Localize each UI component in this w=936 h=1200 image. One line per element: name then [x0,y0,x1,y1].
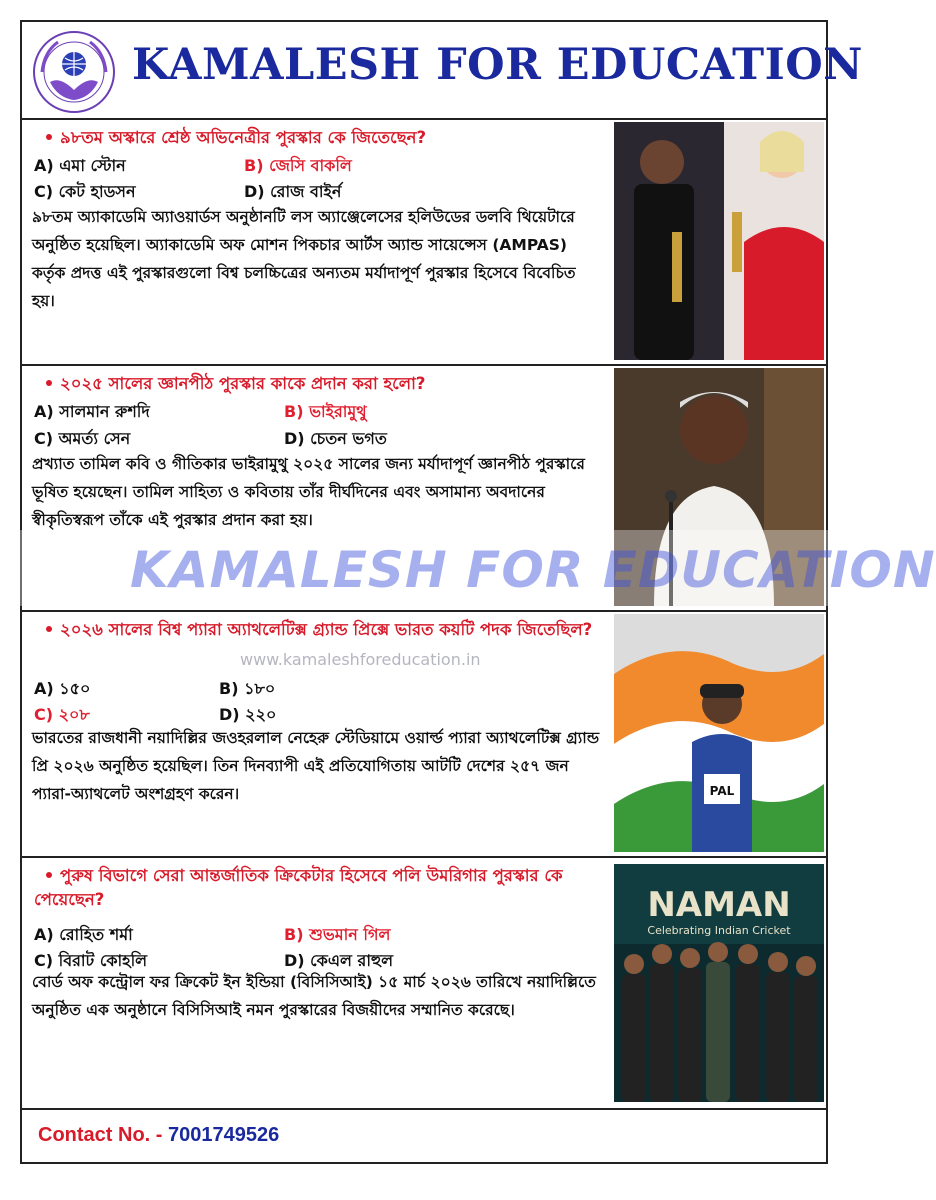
option-d[interactable]: D) কেএল রাহুল [284,951,394,970]
question-text: পুরুষ বিভাগে সেরা আন্তর্জাতিক ক্রিকেটার হিসেবে পলি উমরিগার পুরস্কার কে পেয়েছেন? [34,866,563,909]
question-text: ২০২৬ সালের বিশ্ব প্যারা অ্যাথলেটিক্স গ্র্যান্ড প্রিক্সে ভারত কয়টি পদক জিতেছিল? [34,618,614,642]
explanation-text: ভারতের রাজধানী নয়াদিল্লির জওহরলাল নেহেরু স্টেডিয়ামে ওয়ার্ল্ড প্যারা অ্যাথলেটিক্স গ্র্যান্ড প্রি ২০২৬ অনুষ্ঠিত হয়েছিল। তিন দিনব্যাপী এই প্রতিযোগিতায় আটটি দেশের ২৫৭ জন প্যারা-অ্যাথলেট অংশগ্রহণ করেন। [32,729,600,803]
oscar-winners-photo [614,122,824,360]
bullet-icon [46,380,52,386]
bullet-icon [46,872,52,878]
question-card-3 [22,612,826,858]
athlete-with-flag-photo [614,614,824,852]
explanation-text: প্রখ্যাত তামিল কবি ও গীতিকার ভাইরামুথু ২০২৫ সালের জন্য মর্যাদাপূর্ণ জ্ঞানপীঠ পুরস্কারে ভূষিত হয়েছেন। তামিল সাহিত্য ও কবিতায় তাঁর দীর্ঘদিনের এবং অসামান্য অবদানের স্বীকৃতিস্বরূপ তাঁকে এই পুরস্কার প্রদান করা হয়। [32,455,585,529]
banner-subtitle: Celebrating Indian Cricket [647,924,791,937]
question-card-4 [22,858,826,1110]
option-b-correct[interactable]: B) শুভমান গিল [284,925,391,944]
option-c[interactable]: C) কেট হাডসন [34,182,136,201]
option-a[interactable]: A) রোহিত শর্মা [34,925,133,944]
option-a[interactable]: A) ১৫০ [34,679,91,698]
option-d[interactable]: D) চেতন ভগত [284,429,387,448]
contact-bar [22,1112,826,1162]
option-b-correct[interactable]: B) ভাইরামুথু [284,402,367,421]
option-a[interactable]: A) এমা স্টোন [34,156,126,175]
explanation-text: ৯৮তম অ্যাকাডেমি অ্যাওয়ার্ডস অনুষ্ঠানটি লস অ্যাঞ্জেলেসের হলিউডের ডলবি থিয়েটারে অনুষ্ঠিত হয়েছিল। অ্যাকাডেমি অফ মোশন পিকচার আর্টস অ্যান্ড সায়েন্সেস (AMPAS) কর্তৃক প্রদত্ত এই পুরস্কারগুলো বিশ্ব চলচ্চিত্রের অন্যতম মর্যাদাপূর্ণ পুরস্কার হিসেবে বিবেচিত হয়। [32,208,576,310]
option-c[interactable]: C) বিরাট কোহলি [34,951,148,970]
option-d[interactable]: D) রোজ বাইর্ন [244,182,342,201]
brand-title: KAMALESH FOR EDUCATION [132,40,863,90]
option-a[interactable]: A) সালমান রুশদি [34,402,150,421]
bullet-icon [46,626,52,632]
banner-title: NAMAN [647,885,791,925]
question-text: ২০২৫ সালের জ্ঞানপীঠ পুরস্কার কাকে প্রদান করা হলো? [34,372,614,396]
option-c-correct[interactable]: C) ২০৮ [34,705,90,724]
bullet-icon [46,134,52,140]
explanation-text: বোর্ড অফ কন্ট্রোল ফর ক্রিকেট ইন ইন্ডিয়া (বিসিসিআই) ১৫ মার্চ ২০২৬ তারিখে নয়াদিল্লিতে অনুষ্ঠিত এক অনুষ্ঠানে বিসিসিআই নমন পুরস্কারের বিজয়ীদের সম্মানিত করেছে। [32,973,596,1019]
question-text: ৯৮তম অস্কারে শ্রেষ্ঠ অভিনেত্রীর পুরস্কার কে জিতেছেন? [34,126,614,150]
contact-label: Contact No. - [38,1124,168,1146]
watermark-text: KAMALESH FOR EDUCATION [130,541,936,599]
question-card-1 [22,120,826,366]
watermark-url: www.kamaleshforeducation.in [240,650,481,669]
contact-number[interactable]: 7001749526 [168,1124,280,1146]
option-c[interactable]: C) অমর্ত্য সেন [34,429,131,448]
option-b-correct[interactable]: B) জেসি বাকলি [244,156,352,175]
naman-awards-photo [614,864,824,1102]
contact-line [38,1124,279,1147]
bib-label: PAL [709,784,735,798]
option-d[interactable]: D) ২২০ [219,705,277,724]
option-b[interactable]: B) ১৮০ [219,679,276,698]
header [22,22,863,120]
logo-icon [32,30,116,114]
